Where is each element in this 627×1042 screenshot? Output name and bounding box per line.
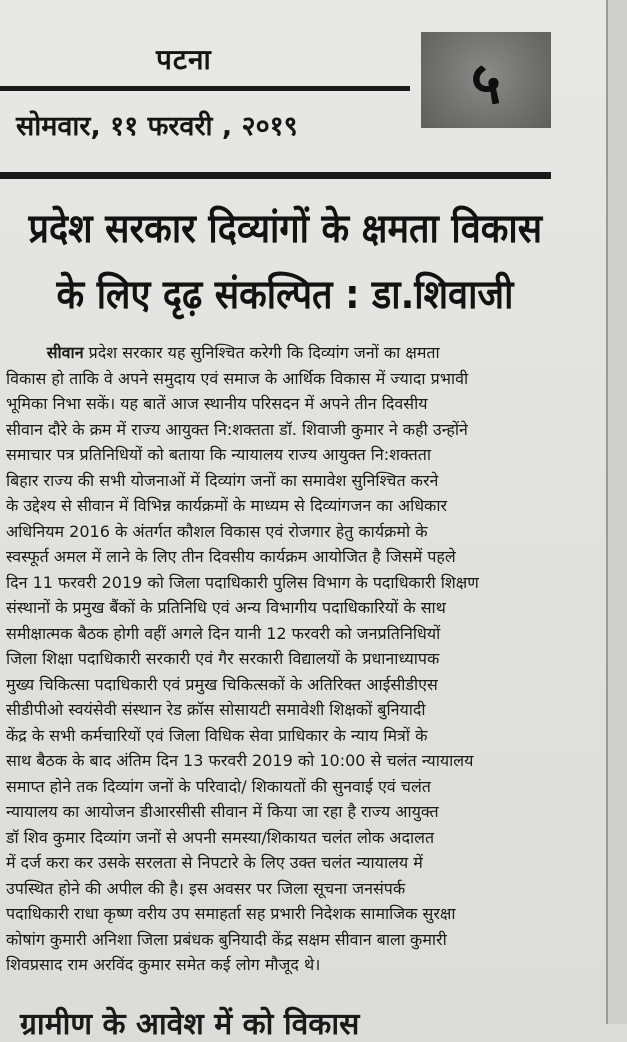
- page-number: ५: [470, 48, 502, 117]
- article-line: समाप्त होने तक दिव्यांग जनों के परिवादो/ शिकायतों की सुनवाई एवं चलंत: [6, 776, 431, 796]
- headline-line-2: के लिए दृढ़ संकल्पित : डा.शिवाजी: [56, 272, 514, 318]
- article-line: मुख्य चिकित्सा पदाधिकारी एवं प्रमुख चिकित्सकों के अतिरिक्त आईसीडीएस: [6, 674, 438, 694]
- headline-line-1: प्रदेश सरकार दिव्यांगों के क्षमता विकास: [28, 206, 543, 252]
- article-line: न्यायालय का आयोजन डीआरसीसी सीवान में किया जा रहा है राज्य आयुक्त: [6, 802, 439, 821]
- article-line: शिवप्रसाद राम अरविंद कुमार समेत कई लोग मौजूद थे।: [6, 955, 321, 974]
- article-line: अधिनियम 2016 के अंतर्गत कौशल विकास एवं रोजगार हेतु कार्यक्रमो के: [6, 521, 428, 541]
- article-line: सीडीपीओ स्वयंसेवी संस्थान रेड क्रॉस सोसायटी समावेशी शिक्षकों बुनियादी: [6, 700, 426, 719]
- article-line: में दर्ज करा कर उसके सरलता से निपटारे के लिए उक्त चलंत न्यायालय में: [6, 853, 423, 872]
- page-number-box: [421, 32, 551, 128]
- article-body: [6, 340, 559, 978]
- article-line: उपस्थित होने की अपील की है। इस अवसर पर जिला सूचना जनसंपर्क: [6, 878, 406, 898]
- adjacent-column-edge: [608, 0, 627, 1024]
- article-line: समीक्षात्मक बैठक होगी वहीं अगले दिन यानी 12 फरवरी को जनप्रतिनिधियों: [6, 623, 441, 643]
- article-line: समाचार पत्र प्रतिनिधियों को बताया कि न्यायालय राज्य आयुक्त नि:शक्तता: [6, 445, 431, 464]
- article-line: विकास हो ताकि वे अपने समुदाय एवं समाज के आर्थिक विकास में ज्यादा प्रभावी: [6, 368, 469, 388]
- article-line: संस्थानों के प्रमुख बैंकों के प्रतिनिधि एवं अन्य विभागीय पदाधिकारियों के साथ: [6, 598, 446, 617]
- article-line: जिला शिक्षा पदाधिकारी सरकारी एवं गैर सरकारी विद्यालयों के प्रधानाध्यापक: [6, 649, 440, 668]
- article-headline: [29, 196, 542, 328]
- article-line: पदाधिकारी राधा कृष्ण वरीय उप समाहर्ता सह प्रभारी निदेशक सामाजिक सुरक्षा: [6, 904, 456, 923]
- article-dateline: सीवान: [46, 343, 84, 362]
- article-line: केंद्र के सभी कर्मचारियों एवं जिला विधिक सेवा प्राधिकार के न्याय मित्रों के: [6, 725, 428, 745]
- article-line: साथ बैठक के बाद अंतिम दिन 13 फरवरी 2019 को 10:00 से चलंत न्यायालय: [6, 751, 474, 770]
- masthead-date: सोमवार, ११ फरवरी , २०१९: [16, 111, 298, 142]
- article-line: दिन 11 फरवरी 2019 को जिला पदाधिकारी पुलिस विभाग के पदाधिकारी शिक्षण: [6, 572, 479, 592]
- masthead-city: पटना: [156, 43, 212, 76]
- article-line: सीवान दौरे के क्रम में राज्य आयुक्त नि:शक्तता डॉ. शिवाजी कुमार ने कही उन्होंने: [6, 419, 468, 439]
- headline-rule: [0, 172, 551, 179]
- article-line: सीवान प्रदेश सरकार यह सुनिश्चित करेगी कि दिव्यांग जनों का क्षमता: [46, 343, 440, 362]
- article-line: डॉ शिव कुमार दिव्यांग जनों से अपनी समस्या/शिकायत चलंत लोक अदालत: [6, 827, 435, 847]
- article-line: कोषांग कुमारी अनिशा जिला प्रबंधक बुनियादी केंद्र सक्षम सीवान बाला कुमारी: [6, 929, 447, 949]
- article-line: भूमिका निभा सकें। यह बातें आज स्थानीय परिसदन में अपने तीन दिवसीय: [6, 394, 428, 413]
- article-line: के उद्देश्य से सीवान में विभिन्न कार्यक्रमों के माध्यम से दिव्यांगजन का अधिकार: [6, 496, 448, 515]
- article-line: बिहार राज्य की सभी योजनाओं में दिव्यांग जनों का समावेश सुनिश्चित करने: [6, 470, 439, 490]
- masthead-rule: [0, 86, 410, 91]
- next-article-headline-cut: ग्रामीण के आवेश में को विकास: [20, 1007, 360, 1042]
- article-line: स्वस्फूर्त अमल में लाने के लिए तीन दिवसीय कार्यक्रम आयोजित है जिसमें पहले: [6, 547, 456, 566]
